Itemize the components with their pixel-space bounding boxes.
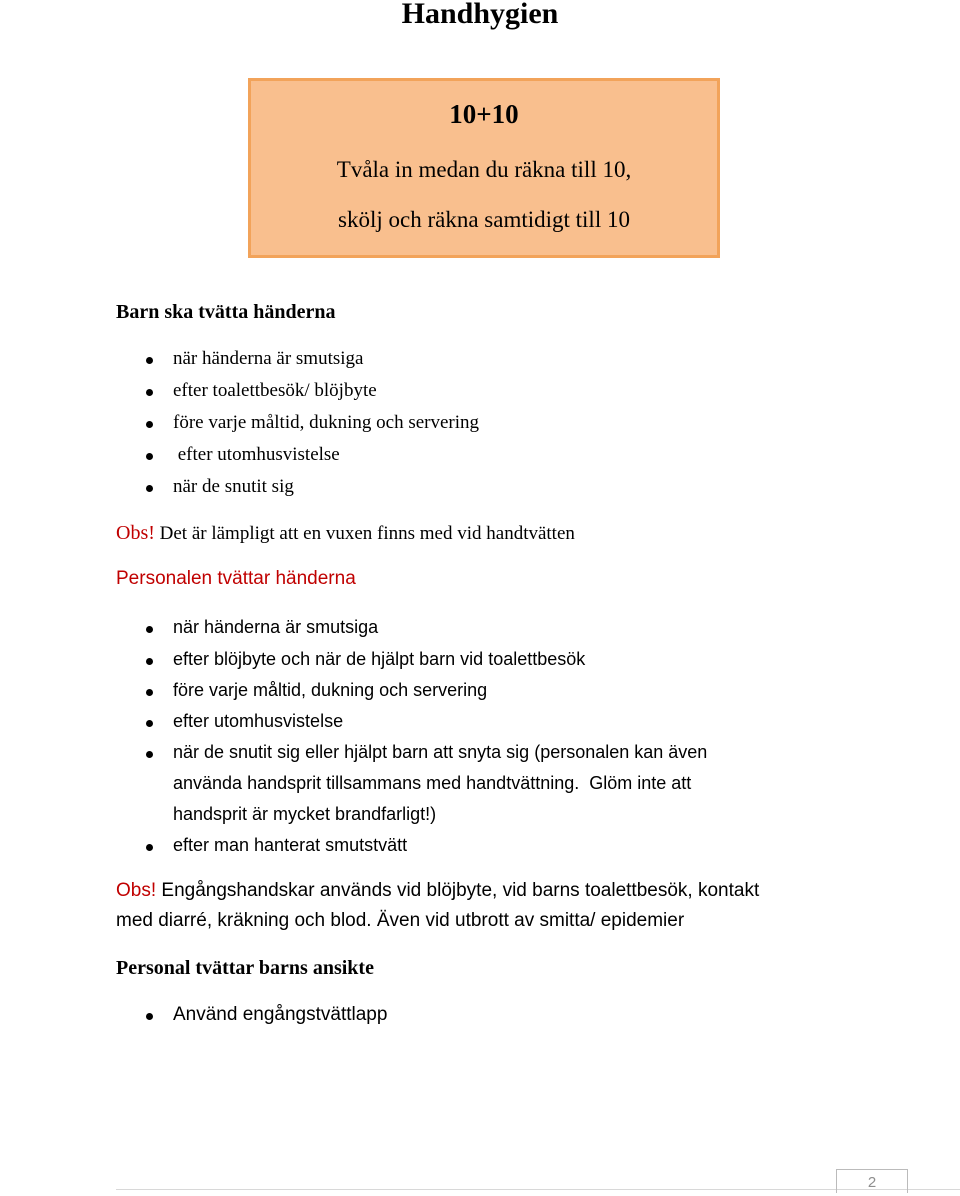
bullet-icon [146,485,153,492]
bullet-icon [146,844,153,851]
faces-heading: Personal tvättar barns ansikte [116,957,374,979]
bullet-icon [146,626,153,633]
children-obs-note: Obs! Det är lämpligt att en vuxen finns med vid handtvätten [116,522,575,544]
bullet-icon [146,658,153,665]
staff-obs-note-line-1: Obs! Engångshandskar används vid blöjbyte, vid barns toalettbesök, kontakt [116,880,760,901]
children-heading: Barn ska tvätta händerna [116,301,336,323]
bullet-icon [146,720,153,727]
box-heading: 10+10 [449,99,519,129]
highlight-box [248,78,720,258]
bullet-icon [146,751,153,758]
staff-heading: Personalen tvättar händerna [116,568,356,589]
obs-label: Obs! [116,522,155,544]
bullet-icon [146,453,153,460]
box-line-2: skölj och räkna samtidigt till 10 [338,207,630,232]
footer-divider [116,1189,960,1190]
bullet-icon [146,357,153,364]
staff-obs-note-line-2: med diarré, kräkning och blod. Även vid utbrott av smitta/ epidemier [116,910,685,931]
bullet-icon [146,421,153,428]
page-number: 2 [836,1169,908,1193]
box-line-1: Tvåla in medan du räkna till 10, [336,157,632,182]
page-title: Handhygien [401,0,559,30]
bullet-icon [146,1013,153,1020]
bullet-icon [146,689,153,696]
bullet-icon [146,389,153,396]
obs-label: Obs! [116,880,157,901]
